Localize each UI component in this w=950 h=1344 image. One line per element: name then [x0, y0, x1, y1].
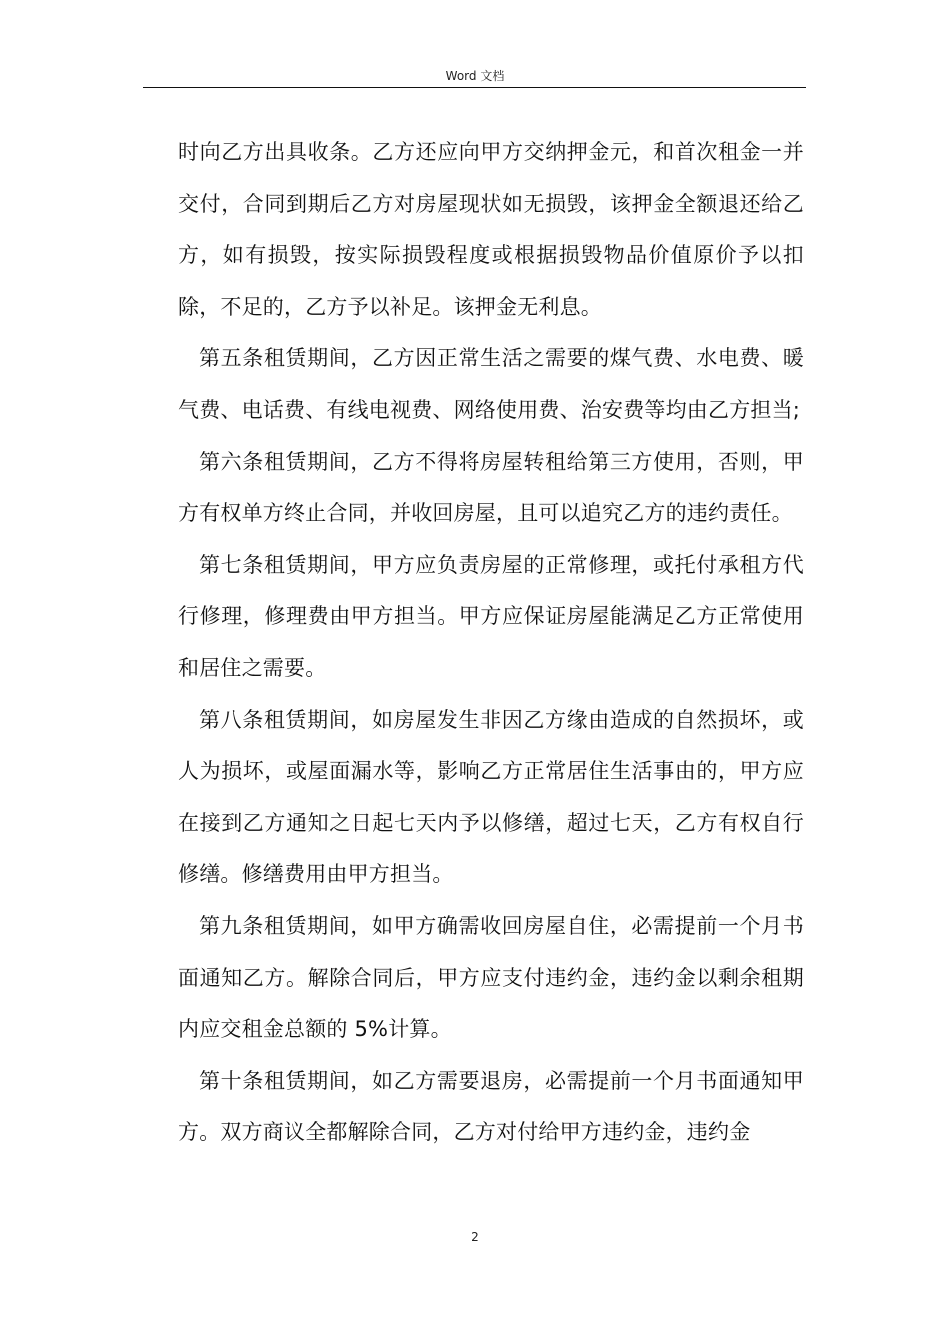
paragraph-continuation: 时向乙方出具收条。乙方还应向甲方交纳押金元，和首次租金一并交付，合同到期后乙方对房屋现状如无损毁，该押金全额退还给乙方，如有损毁，按实际损毁程度或根据损毁物品价值原价予以扣除，不足的，乙方予以补足。该押金无利息。 — [178, 140, 804, 319]
document-body — [178, 127, 804, 1159]
paragraph-article-7: 第七条租赁期间，甲方应负责房屋的正常修理，或托付承租方代行修理，修理费由甲方担当。甲方应保证房屋能满足乙方正常使用和居住之需要。 — [178, 552, 804, 680]
page-header: Word 文档 — [445, 69, 505, 83]
header-divider — [143, 87, 806, 88]
paragraph-article-10: 第十条租赁期间，如乙方需要退房，必需提前一个月书面通知甲方。双方商议全都解除合同，乙方对付给甲方违约金，违约金 — [178, 1068, 804, 1145]
paragraph-article-6: 第六条租赁期间，乙方不得将房屋转租给第三方使用，否则，甲方有权单方终止合同，并收回房屋，且可以追究乙方的违约责任。 — [178, 449, 804, 526]
page-number: 2 — [471, 1230, 479, 1244]
paragraph-article-9: 第九条租赁期间，如甲方确需收回房屋自住，必需提前一个月书面通知乙方。解除合同后，甲方应支付违约金，违约金以剩余租期内应交租金总额的 5%计算。 — [178, 913, 804, 1042]
paragraph-article-5: 第五条租赁期间，乙方因正常生活之需要的煤气费、水电费、暖气费、电话费、有线电视费、网络使用费、治安费等均由乙方担当; — [178, 346, 804, 422]
paragraph-article-8: 第八条租赁期间，如房屋发生非因乙方缘由造成的自然损坏，或人为损坏，或屋面漏水等，影响乙方正常居住生活事由的，甲方应在接到乙方通知之日起七天内予以修缮，超过七天，乙方有权自行修缮。修缮费用由甲方担当。 — [178, 707, 804, 887]
